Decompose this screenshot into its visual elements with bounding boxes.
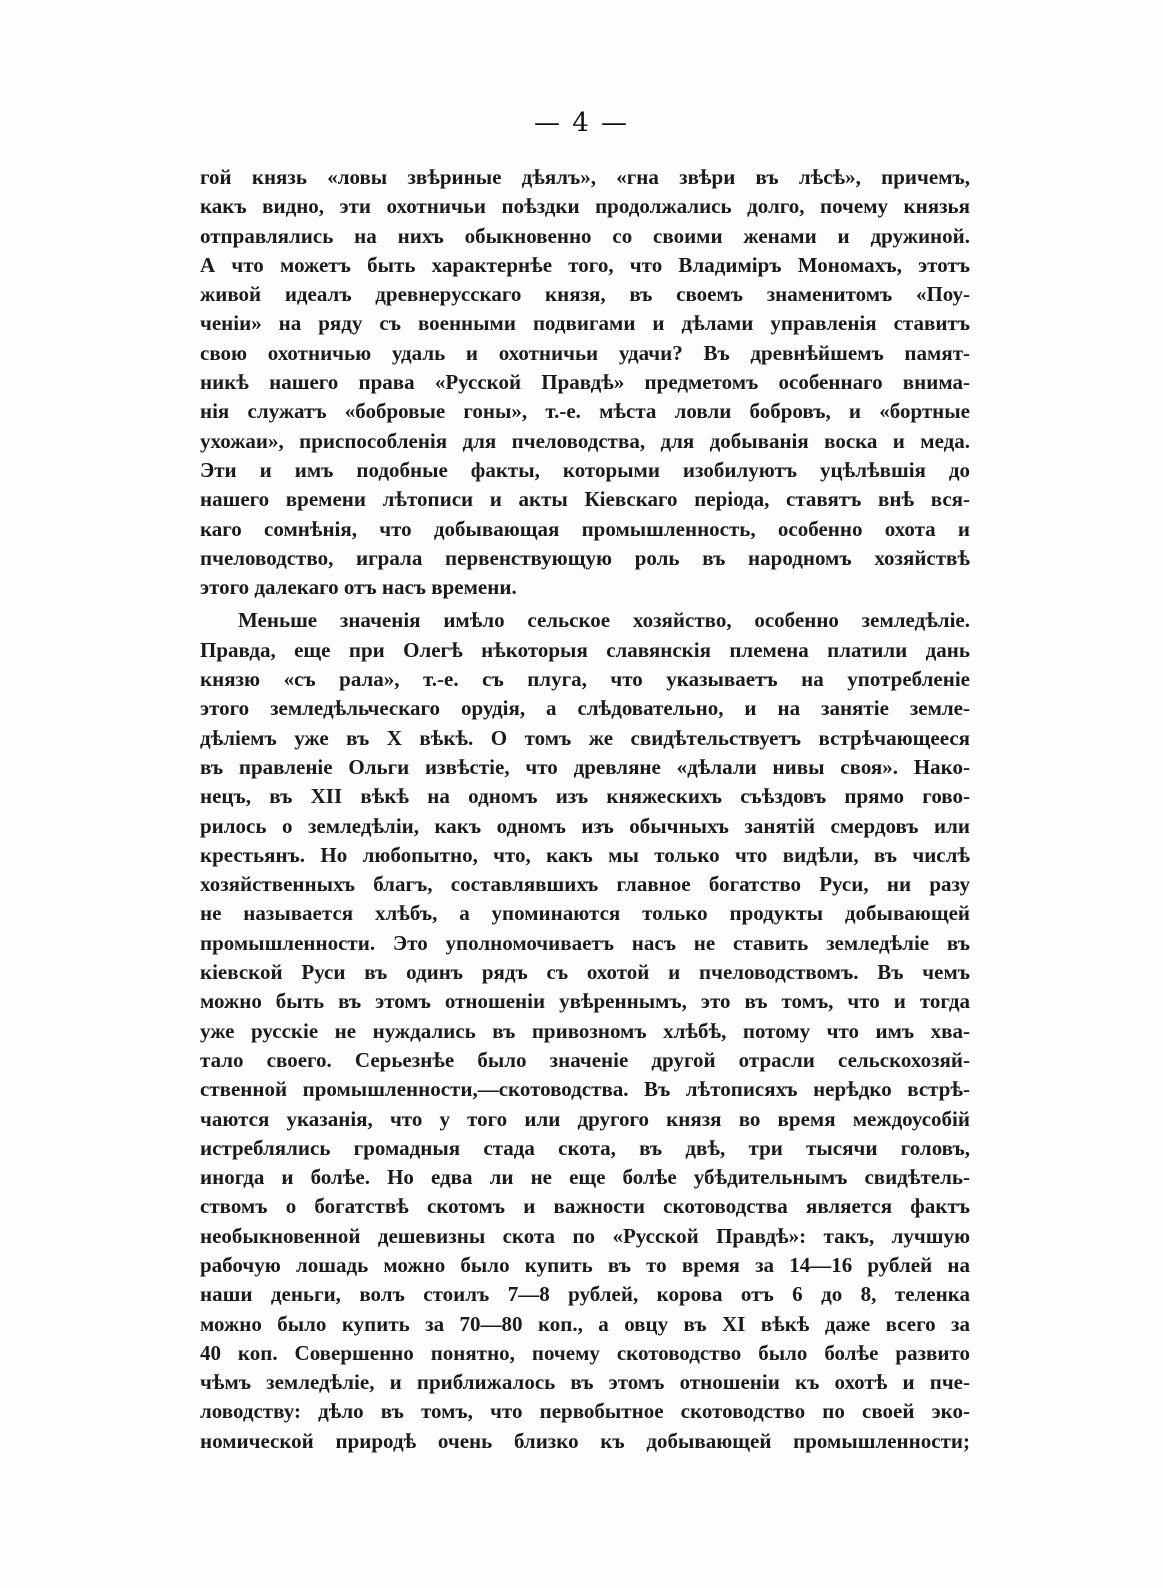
text-line: Эти и имъ подобные факты, которыми изобилуютъ уцѣлѣвшія до	[200, 457, 970, 482]
text-line: А что можетъ быть характернѣе того, что Владиміръ Мономахъ, этотъ	[200, 252, 970, 277]
text-line: истреблялись громадныя стада скота, въ двѣ, три тысячи головъ,	[200, 1135, 970, 1160]
text-line: промышленности. Это уполномочиваетъ насъ не ставить земледѣліе въ	[200, 930, 970, 955]
text-line: въ правленіе Ольги извѣстіе, что древляне «дѣлали нивы своя». Нако-	[200, 754, 970, 779]
text-line: чѣмъ земледѣліе, и приближалось въ этомъ отношеніи къ охотѣ и пче-	[200, 1370, 970, 1395]
text-line: нашего времени лѣтописи и акты Кіевскаго періода, ставятъ внѣ вся-	[200, 487, 970, 512]
body-text	[200, 163, 970, 1456]
text-line: князю «съ рала», т.-е. съ плуга, что указываетъ на употребленіе	[200, 667, 970, 692]
text-line: уже русскіе не нуждались въ привозномъ хлѣбѣ, потому что имъ хва-	[200, 1018, 970, 1043]
text-line: номической природѣ очень близко къ добывающей промышленности;	[200, 1428, 970, 1453]
text-line: необыкновенной дешевизны скота по «Русской Правдѣ»: такъ, лучшую	[200, 1223, 970, 1248]
text-line: ухожаи», приспособленія для пчеловодства, для добыванія воска и меда.	[200, 428, 970, 453]
text-line: свою охотничью удаль и охотничьи удачи? Въ древнѣйшемъ памят-	[200, 340, 970, 365]
paragraph-1	[200, 163, 970, 602]
text-line: рабочую лошадь можно было купить въ то время за 14—16 рублей на	[200, 1252, 970, 1277]
text-line: можно быть въ этомъ отношеніи увѣреннымъ, это въ томъ, что и тогда	[200, 989, 970, 1014]
text-line: гой князь «ловы звѣриные дѣялъ», «гна звѣри въ лѣсѣ», причемъ,	[200, 165, 970, 189]
text-line: ченіи» на ряду съ военными подвигами и дѣлами управленія ставитъ	[200, 311, 970, 336]
text-line: иногда и болѣе. Но едва ли не еще болѣе убѣдительнымъ свидѣтель-	[200, 1165, 970, 1190]
text-line: какъ видно, эти охотничьи поѣздки продолжались долго, почему князья	[200, 194, 970, 219]
text-line: живой идеалъ древнерусскаго князя, въ своемъ знаменитомъ «Поу-	[200, 282, 970, 307]
text-line: крестьянъ. Но любопытно, что, какъ мы только что видѣли, въ числѣ	[200, 842, 970, 867]
text-line: ловодству: дѣло въ томъ, что первобытное скотоводство по своей эко-	[200, 1399, 970, 1424]
text-line: чаются указанія, что у того или другого князя во время междоусобій	[200, 1106, 970, 1131]
text-line: можно было купить за 70—80 коп., а овцу въ XI вѣкѣ даже всего за	[200, 1311, 970, 1336]
text-line: не называется хлѣбъ, а упоминаются только продукты добывающей	[200, 901, 970, 926]
text-line: Меньше значенія имѣло сельское хозяйство, особенно земледѣліе.	[238, 608, 970, 633]
text-line: тало своего. Серьезнѣе было значеніе другой отрасли сельскохозяй-	[200, 1047, 970, 1072]
text-line: каго сомнѣнія, что добывающая промышленность, особенно охота и	[200, 516, 970, 541]
text-line: наши деньги, волъ стоилъ 7—8 рублей, корова отъ 6 до 8, теленка	[200, 1282, 970, 1307]
text-line: 40 коп. Совершенно понятно, почему скотоводство было болѣе развито	[200, 1340, 970, 1365]
text-line: никѣ нашего права «Русской Правдѣ» предметомъ особеннаго внима-	[200, 370, 970, 395]
text-line: хозяйственныхъ благъ, составлявшихъ главное богатство Руси, ни разу	[200, 872, 970, 897]
text-line: нецъ, въ XII вѣкѣ на одномъ изъ княжескихъ съѣздовъ прямо гово-	[200, 784, 970, 809]
text-line: ственной промышленности,—скотоводства. Въ лѣтописяхъ нерѣдко встрѣ-	[200, 1077, 970, 1102]
text-line: этого земледѣльческаго орудія, а слѣдовательно, и на занятіе земле-	[200, 696, 970, 721]
page-number: — 4 —	[533, 108, 630, 138]
text-line: пчеловодство, играла первенствующую роль въ народномъ хозяйствѣ	[200, 545, 970, 570]
text-line: дѣліемъ уже въ X вѣкѣ. О томъ же свидѣтельствуетъ встрѣчающееся	[200, 725, 970, 750]
text-line: нія служатъ «бобровые гоны», т.-е. мѣста ловли бобровъ, и «бортные	[200, 399, 970, 424]
paragraph-2	[200, 606, 970, 1456]
text-line: ствомъ о богатствѣ скотомъ и важности скотоводства является фактъ	[200, 1194, 970, 1219]
text-line: этого далекаго отъ насъ времени.	[200, 575, 517, 600]
text-line: отправлялись на нихъ обыкновенно со своими женами и дружиной.	[200, 223, 970, 248]
text-line: рилось о земледѣліи, какъ одномъ изъ обычныхъ занятій смердовъ или	[200, 813, 970, 838]
text-line: кіевской Руси въ одинъ рядъ съ охотой и пчеловодствомъ. Въ чемъ	[200, 960, 970, 985]
text-line: Правда, еще при Олегѣ нѣкоторыя славянскія племена платили дань	[200, 637, 970, 662]
